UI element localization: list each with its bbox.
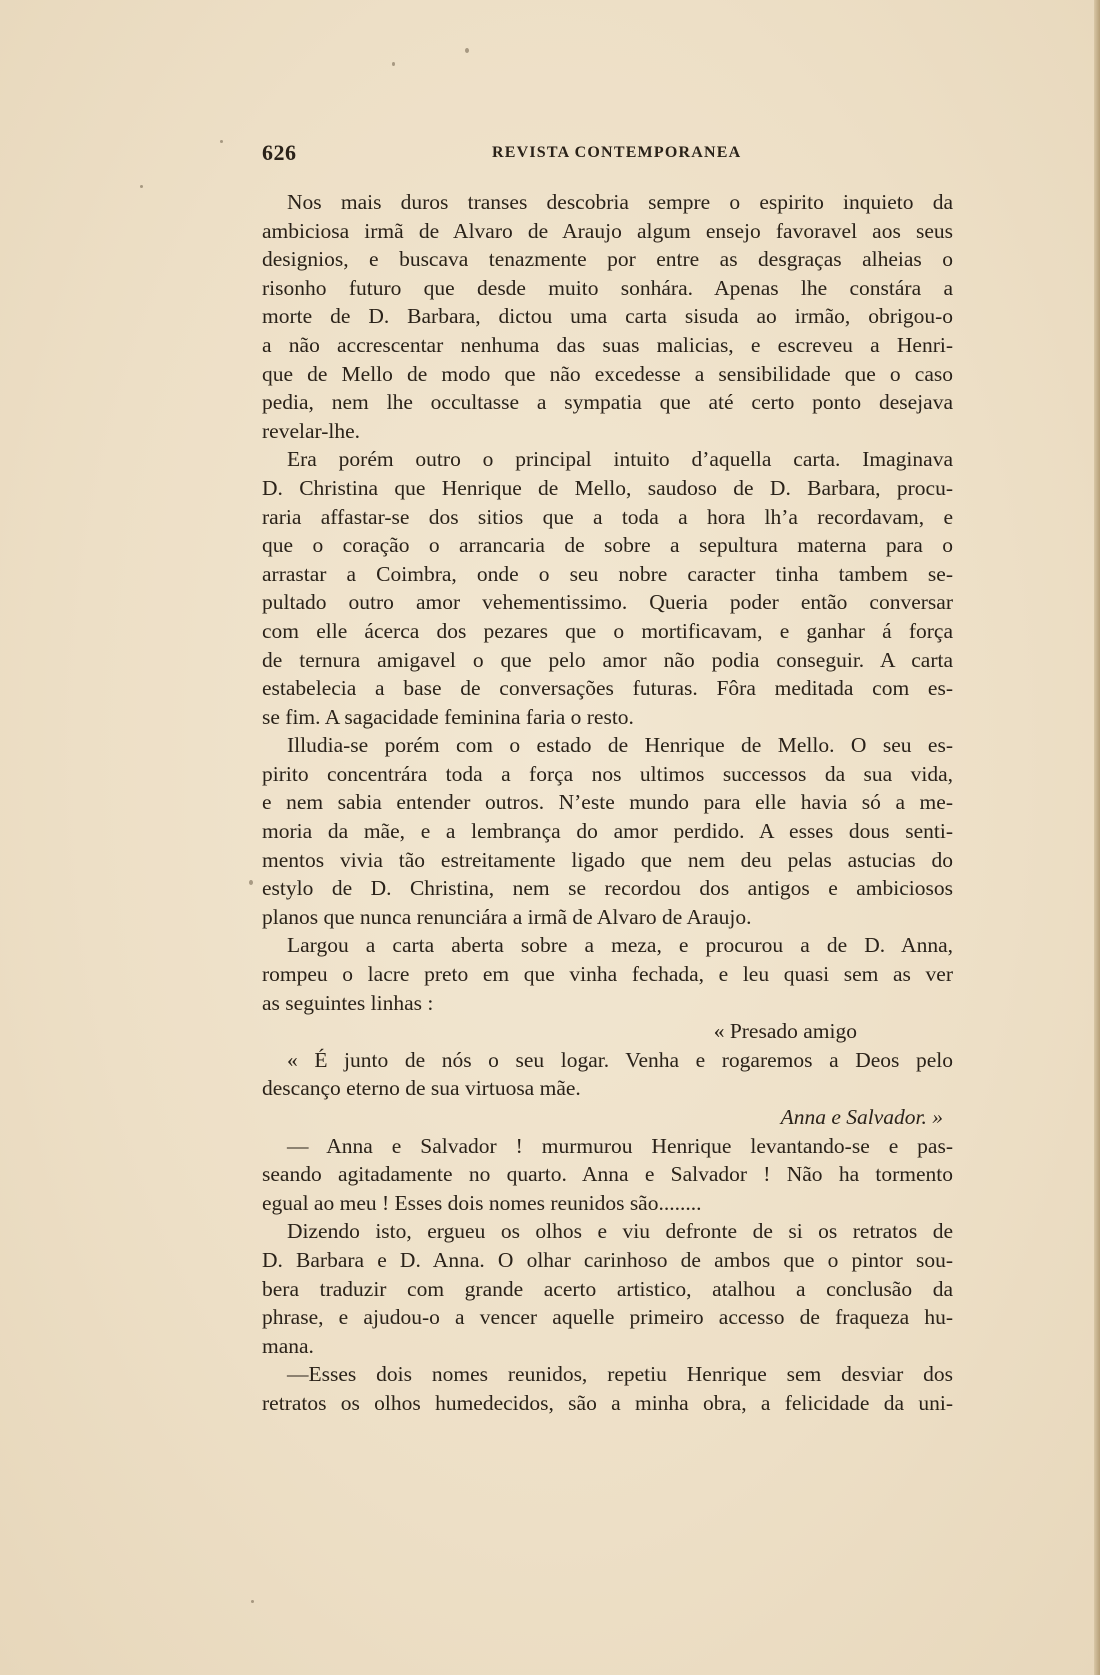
text-line: estabelecia a base de conversações futuras. Fôra meditada com es-	[262, 676, 953, 701]
paper-speck	[140, 185, 143, 188]
text-line: risonho futuro que desde muito sonhára. Apenas lhe constára a	[262, 275, 953, 300]
text-line: estylo de D. Christina, nem se recordou dos antigos e ambiciosos	[262, 876, 953, 901]
paper-speck	[251, 1600, 254, 1603]
text-line: revelar-lhe.	[262, 418, 361, 443]
text-line: moria da mãe, e a lembrança do amor perdido. A esses dous senti-	[262, 819, 953, 844]
text-line: Era porém outro o principal intuito d’aquella carta. Imaginava	[287, 447, 953, 472]
text-line: mentos vivia tão estreitamente ligado que nem deu pelas astucias do	[262, 847, 953, 872]
text-line: que o coração o arrancaria de sobre a sepultura materna para o	[262, 533, 953, 558]
text-line: Anna e Salvador. »	[780, 1105, 943, 1129]
text-line: seando agitadamente no quarto. Anna e Salvador ! Não ha tormento	[262, 1162, 953, 1187]
text-line: designios, e buscava tenazmente por entre as desgraças alheias o	[262, 247, 953, 272]
text-line: —Esses dois nomes reunidos, repetiu Henrique sem desviar dos	[287, 1362, 953, 1387]
text-line: ambiciosa irmã de Alvaro de Araujo algum ensejo favoravel aos seus	[262, 218, 953, 243]
text-line: egual ao meu ! Esses dois nomes reunidos são........	[262, 1190, 702, 1215]
text-line: raria affastar-se dos sitios que a toda a hora lh’a recordavam, e	[262, 504, 953, 529]
text-line: pedia, nem lhe occultasse a sympatia que até certo ponto desejava	[262, 390, 953, 415]
text-line: planos que nunca renunciára a irmã de Alvaro de Araujo.	[262, 904, 752, 929]
text-line: a não accrescentar nenhuma das suas malicias, e escreveu a Henri-	[262, 332, 953, 357]
text-line: Largou a carta aberta sobre a meza, e procurou a de D. Anna,	[287, 933, 953, 958]
paper-speck	[392, 62, 395, 66]
text-line: D. Barbara e D. Anna. O olhar carinhoso de ambos que o pintor sou-	[262, 1247, 953, 1272]
text-line: as seguintes linhas :	[262, 990, 434, 1015]
paper-speck	[220, 140, 223, 143]
text-line: retratos os olhos humedecidos, são a minha obra, a felicidade da uni-	[262, 1390, 953, 1415]
text-line: descanço eterno de sua virtuosa mãe.	[262, 1076, 581, 1101]
text-line: que de Mello de modo que não excedesse a sensibilidade que o caso	[262, 361, 953, 386]
paper-speck	[465, 48, 469, 53]
running-title: REVISTA CONTEMPORANEA	[492, 144, 742, 161]
text-line: pultado outro amor vehementissimo. Queria poder então conversar	[262, 590, 953, 615]
text-line: arrastar a Coimbra, onde o seu nobre caracter tinha tambem se-	[262, 561, 953, 586]
text-line: mana.	[262, 1333, 314, 1358]
text-line: pirito concentrára toda a força nos ultimos successos da sua vida,	[262, 761, 953, 786]
text-line: de ternura amigavel o que pelo amor não podia conseguir. A carta	[262, 647, 953, 672]
text-line: se fim. A sagacidade feminina faria o resto.	[262, 704, 634, 729]
text-line: Illudia-se porém com o estado de Henrique de Mello. O seu es-	[287, 733, 953, 758]
text-line: phrase, e ajudou-o a vencer aquelle primeiro accesso de fraqueza hu-	[262, 1305, 953, 1330]
body-text	[262, 188, 953, 1418]
paper-speck	[249, 880, 253, 885]
text-line: Nos mais duros transes descobria sempre o espirito inquieto da	[287, 190, 953, 214]
text-line: « É junto de nós o seu logar. Venha e rogaremos a Deos pelo	[287, 1047, 953, 1072]
text-line: com elle ácerca dos pezares que o mortificavam, e ganhar á força	[262, 618, 953, 643]
text-line: rompeu o lacre preto em que vinha fechada, e leu quasi sem as ver	[262, 962, 953, 987]
text-line: Dizendo isto, ergueu os olhos e viu defronte de si os retratos de	[287, 1219, 953, 1244]
text-line: e nem sabia entender outros. N’este mundo para elle havia só a me-	[262, 790, 953, 815]
text-line: morte de D. Barbara, dictou uma carta sisuda ao irmão, obrigou-o	[262, 304, 953, 329]
page-edge	[1094, 0, 1100, 1675]
page-number: 626	[262, 140, 297, 165]
running-header	[262, 140, 952, 170]
text-line: bera traduzir com grande acerto artistico, atalhou a conclusão da	[262, 1276, 953, 1301]
text-line: — Anna e Salvador ! murmurou Henrique levantando-se e pas-	[287, 1133, 953, 1158]
text-line: « Presado amigo	[713, 1019, 857, 1044]
text-line: D. Christina que Henrique de Mello, saudoso de D. Barbara, procu-	[262, 475, 953, 500]
